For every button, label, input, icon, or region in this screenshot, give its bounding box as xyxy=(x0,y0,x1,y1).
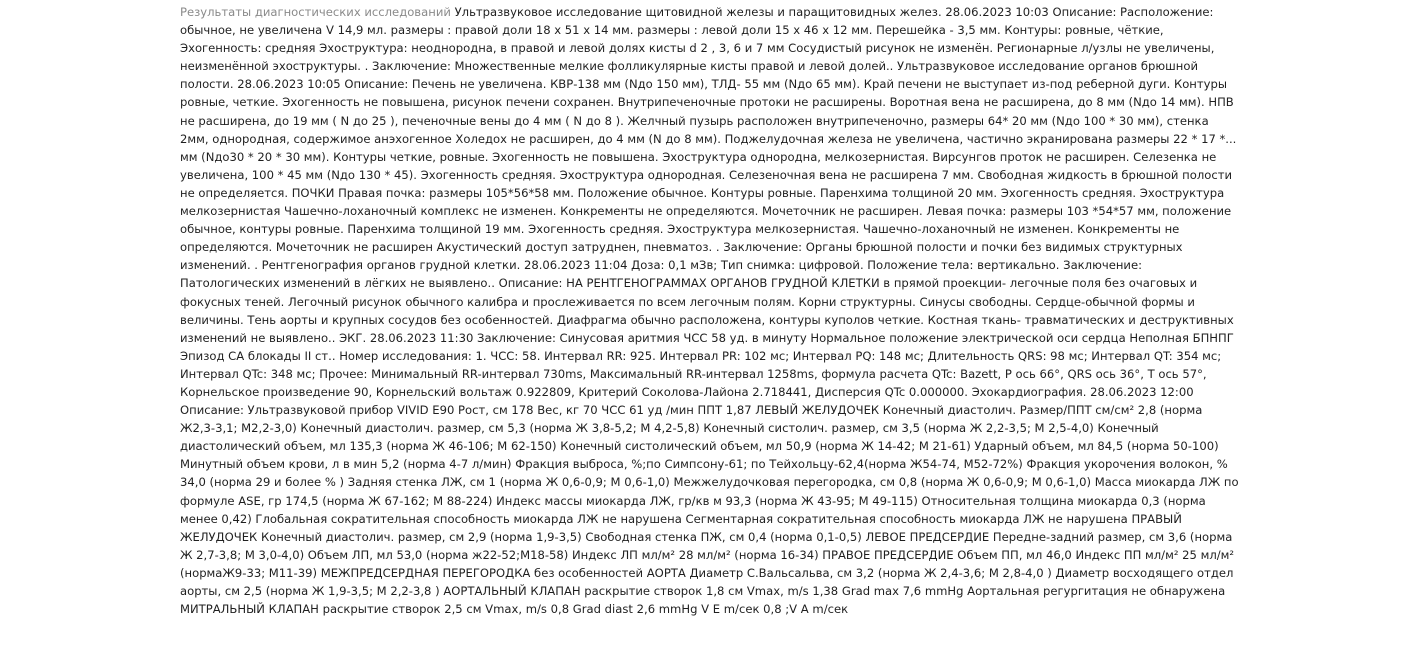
section-label: Результаты диагностических исследований xyxy=(180,5,451,19)
diagnostic-results-document xyxy=(180,3,1240,661)
results-body-text: Ультразвуковое исследование щитовидной железы и паращитовидных желез. 28.06.2023 10:03 Описание: Расположение: обычное, не увеличена V 14,9 мл. размеры : правой доли 18 х 51 х 14 мм. размеры : левой доли 15 х 46 х 12 мм. Перешейка - 3,5 мм. Контуры: ровные, чёткие, Эхогенность: средняя Эхоструктура: неоднородна, в правой и левой долях кисты d 2 , 3, 6 и 7 мм Сосудистый рисунок не изменён. Регионарные л/узлы не увеличены, неизменённой эхоструктуры. . Заключение: Множественные мелкие фолликулярные кисты правой и левой долей.. Ультразвуковое исследование органов брюшной полости. 28.06.2023 10:05 Описание: Печень не увеличена. КВР-138 мм (Nдо 150 мм), ТЛД- 55 мм (Nдо 65 мм). Край печени не выступает из-под реберной дуги. Контуры ровные, четкие. Эхогенность не повышена, рисунок печени сохранен. Внутрипеченочные протоки не расширены. Воротная вена не расширена, до 8 мм (Nдо 14 мм). НПВ не расширена, до 19 мм ( N до 25 ), печеночные вены до 4 мм ( N до 8 ). Желчный пузырь расположен внутрипеченочно, размеры 64* 20 мм (Nдо 100 * 30 мм), стенка 2мм, однородная, содержимое анэхогенное Холедох не расширен, до 4 мм (N до 8 мм). Поджелудочная железа не увеличена, частично экранирована размеры 22 * 17 *... мм (Nдо30 * 20 * 30 мм). Контуры четкие, ровные. Эхогенность не повышена. Эхоструктура однородна, мелкозернистая. Вирсунгов проток не расширен. Селезенка не увеличена, 100 * 45 мм (Nдо 130 * 45). Эхогенность средняя. Эхоструктура однородная. Селезеночная вена не расширена 7 мм. Свободная жидкость в брюшной полости не определяется. ПОЧКИ Правая почка: размеры 105*56*58 мм. Положение обычное. Контуры ровные. Паренхима толщиной 20 мм. Эхогенность средняя. Эхоструктура мелкозернистая Чашечно-лоханочный комплекс не изменен. Конкременты не определяются. Мочеточник не расширен. Левая почка: размеры 103 *54*57 мм, положение обычное, контуры ровные. Паренхима толщиной 19 мм. Эхогенность средняя. Эхоструктура мелкозернистая. Чашечно-лоханочный не изменен. Конкременты не определяются. Мочеточник не расширен Акустический доступ затруднен, пневматоз. . Заключение: Органы брюшной полости и почки без видимых структурных изменений. . Рентгенография органов грудной клетки. 28.06.2023 11:04 Доза: 0,1 мЗв; Тип снимка: цифровой. Положение тела: вертикально. Заключение: Патологических изменений в лёгких не выявлено.. Описание: НА РЕНТГЕНОГРАММАХ ОРГАНОВ ГРУДНОЙ КЛЕТКИ в прямой проекции- легочные поля без очаговых и фокусных теней. Легочный рисунок обычного калибра и прослеживается по всем легочным полям. Корни структурны. Синусы свободны. Сердце-обычной формы и величины. Тень аорты и крупных сосудов без особенностей. Диафрагма обычно расположена, контуры куполов четкие. Костная ткань- травматических и деструктивных изменений не выявлено.. ЭКГ. 28.06.2023 11:30 Заключение: Синусовая аритмия ЧСС 58 уд. в минуту Нормальное положение электрической оси сердца Неполная БПНПГ Эпизод СА блокады II ст.. Номер исследования: 1. ЧСС: 58. Интервал RR: 925. Интервал PR: 102 мс; Интервал PQ: 148 мс; Длительность QRS: 98 мс; Интервал QT: 354 мс; Интервал QTc: 348 мс; Прочее: Минимальный RR-интервал 730ms, Максимальный RR-интервал 1258ms, формула расчета QTc: Bazett, P ось 66°, QRS ось 36°, T ось 57°, Корнельское произведение 90, Корнельский вольтаж 0.922809, Критерий Соколова-Лайона 2.718441, Дисперсия QTc 0.000000. Эхокардиография. 28.06.2023 12:00 Описание: Ультразвуковой прибор VIVID E90 Рост, см 178 Вес, кг 70 ЧСС 61 уд /мин ППТ 1,87 ЛЕВЫЙ ЖЕЛУДОЧЕК Конечный диастолич. Размер/ППТ см/см² 2,8 (норма Ж2,3-3,1; М2,2-3,0) Конечный диастолич. размер, см 5,3 (норма Ж 3,8-5,2; М 4,2-5,8) Конечный систолич. размер, см 3,5 (норма Ж 2,2-3,5; М 2,5-4,0) Конечный диастолический объем, мл 135,3 (норма Ж 46-106; М 62-150) Конечный систолический объем, мл 50,9 (норма Ж 14-42; М 21-61) Ударный объем, мл 84,5 (норма 50-100) Минутный объем крови, л в мин 5,2 (норма 4-7 л/мин) Фракция выброса, %;по Симпсону-61; по Тейхольцу-62,4(норма Ж54-74, М52-72%) Фракция укорочения волокон, % 34,0 (норма 29 и более % ) Задняя стенка ЛЖ, см 1 (норма Ж 0,6-0,9; М 0,6-1,0) Межжелудочковая перегородка, см 0,8 (норма Ж 0,6-0,9; М 0,6-1,0) Масса миокарда ЛЖ по формуле ASE, гр 174,5 (норма Ж 67-162; М 88-224) Индекс массы миокарда ЛЖ, гр/кв м 93,3 (норма Ж 43-95; М 49-115) Относительная толщина миокарда 0,3 (норма менее 0,42) Глобальная сократительная способность миокарда ЛЖ не нарушена Сегментарная сократительная способность миокарда ЛЖ не нарушена ПРАВЫЙ ЖЕЛУДОЧЕК Конечный диастолич. размер, см 2,9 (норма 1,9-3,5) Свободная стенка ПЖ, см 0,4 (норма 0,1-0,5) ЛЕВОЕ ПРЕДСЕРДИЕ Передне-задний размер, см 3,6 (норма Ж 2,7-3,8; М 3,0-4,0) Объем ЛП, мл 53,0 (норма ж22-52;М18-58) Индекс ЛП мл/м² 28 мл/м² (норма 16-34) ПРАВОЕ ПРЕДСЕРДИЕ Объем ПП, мл 46,0 Индекс ПП мл/м² 25 мл/м² (нормаЖ9-33; М11-39) МЕЖПРЕДСЕРДНАЯ ПЕРЕГОРОДКА без особенностей АОРТА Диаметр С.Вальсальва, см 3,2 (норма Ж 2,4-3,6; М 2,8-4,0 ) Диаметр восходящего отдел аорты, см 2,5 (норма Ж 1,9-3,5; М 2,2-3,8 ) АОРТАЛЬНЫЙ КЛАПАН раскрытие створок 1,8 см Vmax, m/s 1,38 Grad max 7,6 mmHg Аортальная регургитация не обнаружена МИТРАЛЬНЫЙ КЛАПАН раскрытие створок 2,5 см Vmax, m/s 0,8 Grad diast 2,6 mmHg V E m/сек 0,8 ;V A m/сек xyxy=(180,5,1239,617)
